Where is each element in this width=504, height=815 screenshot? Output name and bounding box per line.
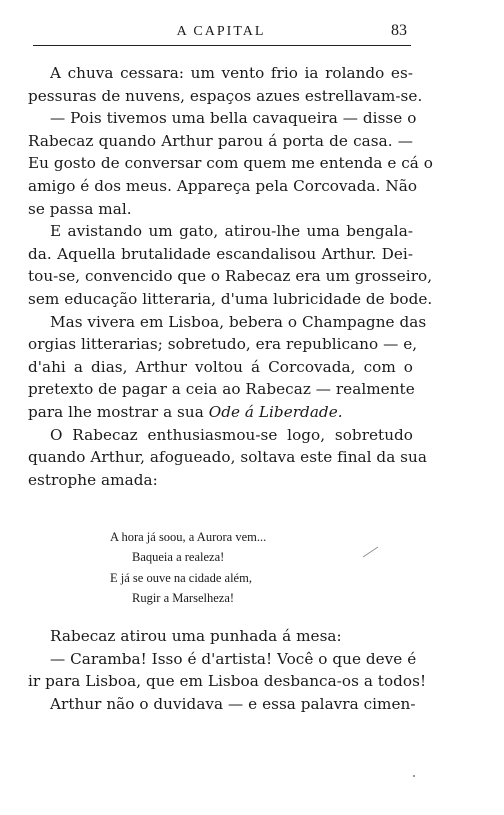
ink-speck-icon	[412, 774, 416, 778]
verse-stanza	[110, 527, 266, 608]
verse-line: E já se ouve na cidade além,	[110, 570, 252, 585]
main-text	[28, 62, 433, 491]
page-number: 83	[391, 22, 407, 39]
text-line: d'ahi a dias, Arthur voltou á Corcovada, com o	[28, 357, 413, 376]
text-line: — Pois tivemos uma bella cavaqueira — disse o	[50, 109, 417, 128]
running-head	[33, 22, 409, 44]
text-line: pretexto de pagar a ceia ao Rabecaz — realmente	[28, 380, 415, 399]
verse-line: Rugir a Marselheza!	[132, 590, 235, 605]
text-line: Rabecaz quando Arthur parou á porta de casa. —	[28, 131, 413, 150]
text-line: ir para Lisboa, que em Lisboa desbanca-os a todos!	[28, 672, 427, 691]
verse-line: A hora já soou, a Aurora vem...	[110, 530, 267, 544]
text-line: amigo é dos meus. Appareça pela Corcovada. Não	[28, 176, 418, 195]
ode-title: Ode á Liberdade.	[208, 402, 343, 421]
text-line: orgias litterarias; sobretudo, era republicano — e,	[28, 335, 418, 354]
text-line: O Rabecaz enthusiasmou-se logo, sobretudo	[50, 425, 413, 444]
text-line: Arthur não o duvidava — e essa palavra cimen-	[50, 694, 416, 713]
pencil-mark-icon	[362, 545, 380, 559]
text-line-with-title	[28, 401, 413, 424]
text-line: — Caramba! Isso é d'artista! Você o que deve é	[50, 649, 417, 668]
running-title: A CAPITAL	[176, 24, 266, 39]
text-line: tou-se, convencido que o Rabecaz era um grosseiro,	[28, 267, 433, 286]
text-line: quando Arthur, afogueado, soltava este final da sua	[28, 448, 427, 467]
text-line: estrophe amada:	[28, 470, 158, 489]
text-line: E avistando um gato, atirou-lhe uma bengala-	[50, 222, 413, 241]
text-line: da. Aquella brutalidade escandalisou Arthur. Dei-	[28, 244, 413, 263]
text-line: Rabecaz atirou uma punhada á mesa:	[50, 627, 342, 645]
header-rule	[33, 45, 411, 46]
text-line: Eu gosto de conversar com quem me entenda e cá o	[28, 154, 433, 173]
text-line: se passa mal.	[28, 199, 132, 218]
text-line: Mas vivera em Lisboa, bebera o Champagne das	[50, 312, 427, 331]
text-line: pessuras de nuvens, espaços azues estrellavam-se.	[28, 86, 423, 105]
text-line: A chuva cessara: um vento frio ia rolando es-	[50, 64, 413, 82]
text-line: para lhe mostrar a sua	[28, 402, 209, 421]
closing-text	[28, 625, 427, 715]
verse-line: Baqueia a realeza!	[132, 550, 225, 565]
text-line: sem educação litteraria, d'uma lubricidade de bode.	[28, 289, 433, 308]
